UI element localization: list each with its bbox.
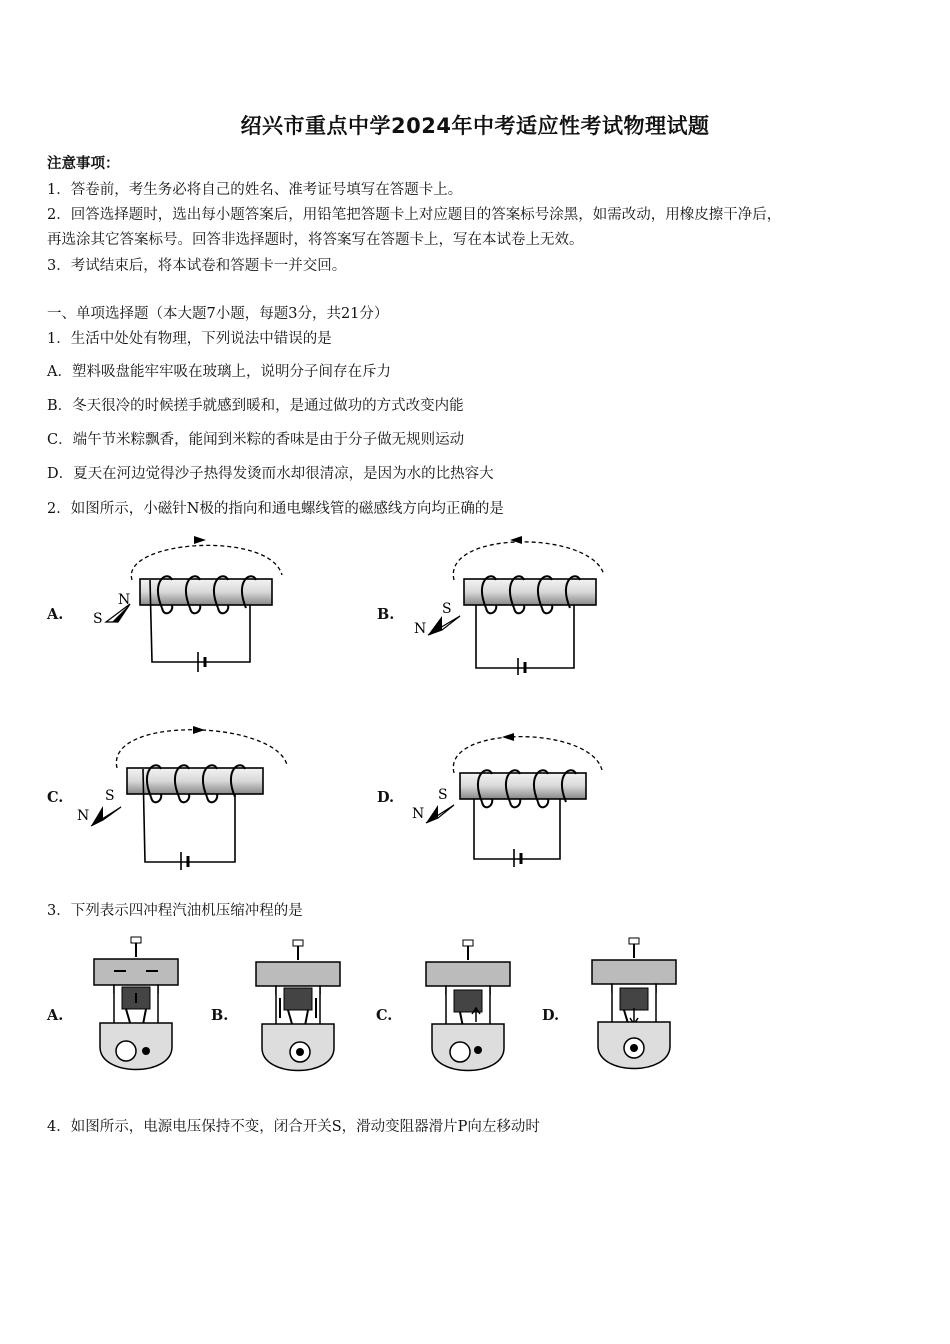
q3-label-c: C. — [376, 1007, 393, 1024]
pole-s-label: S — [93, 611, 103, 627]
pole-s-label: S — [438, 787, 448, 803]
q1-option-c: C．端午节米粽飘香，能闻到米粽的香味是由于分子做无规则运动 — [47, 432, 465, 448]
pole-s-label: S — [442, 601, 452, 617]
solenoid-figure-b — [412, 530, 622, 675]
engine-figure-c — [420, 938, 515, 1080]
q1-stem: 1．生活中处处有物理，下列说法中错误的是 — [47, 331, 332, 347]
q2-label-b: B. — [377, 606, 395, 623]
solenoid-figure-a — [90, 530, 300, 675]
notice-item-1: 1．答卷前，考生务必将自己的姓名、准考证号填写在答题卡上。 — [47, 182, 463, 198]
q2-label-d: D. — [377, 789, 395, 806]
q3-stem: 3．下列表示四冲程汽油机压缩冲程的是 — [47, 903, 303, 919]
solenoid-figure-c — [75, 720, 295, 870]
section-heading: 一、单项选择题（本大题7小题，每题3分，共21分） — [47, 306, 389, 322]
engine-figure-d — [586, 936, 681, 1078]
q2-label-c: C. — [47, 789, 64, 806]
q2-stem: 2．如图所示，小磁针N极的指向和通电螺线管的磁感线方向均正确的是 — [47, 501, 504, 517]
q3-label-d: D. — [542, 1007, 560, 1024]
q4-stem: 4．如图所示，电源电压保持不变，闭合开关S，滑动变阻器滑片P向左移动时 — [47, 1119, 540, 1135]
notice-item-2: 2．回答选择题时，选出每小题答案后，用铅笔把答题卡上对应题目的答案标号涂黑，如需改动，用橡皮擦干净后， — [47, 207, 782, 223]
pole-n-label: N — [118, 592, 131, 608]
notice-item-2-cont: 再选涂其它答案标号。回答非选择题时，将答案写在答题卡上，写在本试卷上无效。 — [47, 232, 584, 248]
q1-option-a: A．塑料吸盘能牢牢吸在玻璃上，说明分子间存在斥力 — [47, 364, 391, 380]
pole-n-label: N — [414, 621, 427, 637]
engine-figure-b — [250, 938, 345, 1080]
page-title: 绍兴市重点中学2024年中考适应性考试物理试题 — [240, 114, 710, 138]
q2-label-a: A. — [47, 606, 64, 623]
q3-label-a: A. — [47, 1007, 64, 1024]
notice-heading: 注意事项： — [47, 155, 120, 172]
q1-option-b: B．冬天很冷的时候搓手就感到暖和，是通过做功的方式改变内能 — [47, 398, 464, 414]
pole-n-label: N — [77, 808, 90, 824]
q1-option-d: D．夏天在河边觉得沙子热得发烫而水却很清凉，是因为水的比热容大 — [47, 466, 494, 482]
pole-n-label: N — [412, 806, 425, 822]
solenoid-figure-d — [410, 725, 610, 870]
engine-figure-a — [86, 935, 186, 1080]
q3-label-b: B. — [211, 1007, 229, 1024]
notice-item-3: 3．考试结束后，将本试卷和答题卡一并交回。 — [47, 258, 347, 274]
pole-s-label: S — [105, 788, 115, 804]
